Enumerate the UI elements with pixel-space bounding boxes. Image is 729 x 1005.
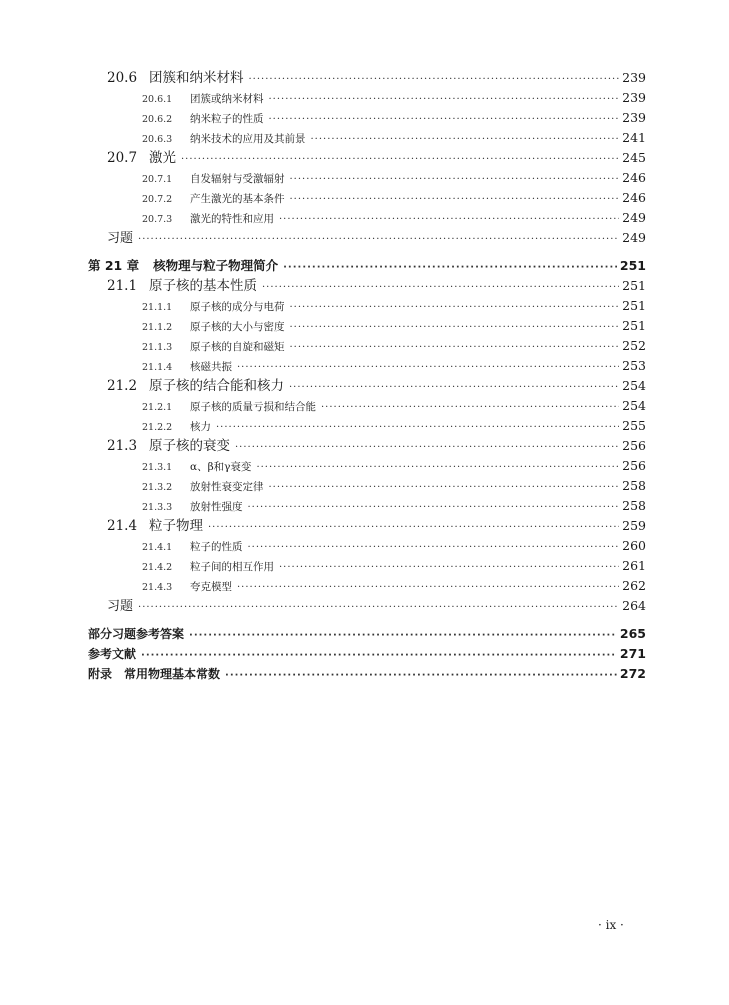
toc-entry-title: 原子核的质量亏损和结合能 (190, 401, 316, 413)
toc-entry-page: 249 (622, 210, 646, 225)
toc-entry (88, 300, 646, 320)
toc-entry-number: 21.2.2 (142, 422, 173, 433)
toc-entry-title: 部分习题参考答案 (88, 627, 185, 641)
toc-entry-number: 21.2 (107, 378, 138, 394)
dot-leader (138, 235, 619, 245)
toc-entry-page: 258 (622, 498, 646, 513)
dot-leader (249, 75, 620, 85)
toc-entry-title: 原子核的成分与电荷 (190, 301, 285, 313)
toc-entry (88, 668, 646, 688)
dot-leader (290, 323, 620, 333)
toc-entry-title: 习题 (107, 599, 134, 614)
toc-entry-title: 夸克模型 (190, 581, 232, 593)
toc-entry-number: 20.6 (107, 70, 138, 86)
toc-entry-number: 20.6.1 (142, 94, 173, 105)
toc-entry (88, 648, 646, 668)
toc-entry (88, 280, 646, 300)
toc-entry-title: 粒子的性质 (190, 541, 243, 553)
toc-entry-page: 245 (622, 150, 646, 165)
toc-entry (88, 360, 646, 380)
toc-entry-page: 241 (622, 130, 646, 145)
dot-leader (248, 543, 620, 553)
toc-entry-title: 激光的特性和应用 (190, 213, 274, 225)
toc-entry (88, 72, 646, 92)
toc-entry (88, 152, 646, 172)
page-number: · ix · (598, 918, 624, 932)
toc-entry-title: 放射性衰变定律 (190, 481, 264, 493)
toc-entry-page: 253 (622, 358, 646, 373)
toc-entry (88, 400, 646, 420)
toc-entry-title: 原子核的大小与密度 (190, 321, 285, 333)
toc-entry-number: 21.1.3 (142, 342, 173, 353)
toc-entry (88, 580, 646, 600)
toc-entry (88, 320, 646, 340)
toc-entry-title: 纳米技术的应用及其前景 (190, 133, 306, 145)
toc-entry-page: 262 (622, 578, 646, 593)
dot-leader (189, 631, 617, 641)
toc-entry-title: 粒子物理 (149, 518, 203, 534)
toc-entry (88, 192, 646, 212)
toc-entry-page: 246 (622, 190, 646, 205)
toc-entry-page: 254 (622, 378, 646, 393)
toc-entry-number: 20.6.2 (142, 114, 173, 125)
toc-entry-title: 原子核的自旋和磁矩 (190, 341, 285, 353)
dot-leader (269, 95, 620, 105)
dot-leader (290, 175, 620, 185)
toc-entry-number: 21.4.2 (142, 562, 173, 573)
toc-entry-title: 参考文献 (88, 647, 137, 661)
toc-entry-number: 20.6.3 (142, 134, 173, 145)
toc-entry (88, 520, 646, 540)
dot-leader (225, 671, 617, 681)
toc-entry-page: 261 (622, 558, 646, 573)
toc-entry-number: 20.7.1 (142, 174, 173, 185)
toc-entry-title: 放射性强度 (190, 501, 243, 513)
toc-entry-page: 252 (622, 338, 646, 353)
toc-entry-page: 251 (619, 258, 646, 273)
toc-entry (88, 172, 646, 192)
toc-entry (88, 600, 646, 620)
dot-leader (289, 383, 619, 393)
toc-entry-page: 251 (622, 298, 646, 313)
toc-entry-page: 239 (622, 70, 646, 85)
toc-entry-title: 团簇或纳米材料 (190, 93, 264, 105)
toc-entry-page: 246 (622, 170, 646, 185)
toc-entry-title: 核物理与粒子物理简介 (153, 258, 279, 273)
toc-entry-page: 259 (622, 518, 646, 533)
toc-entry-title: 团簇和纳米材料 (149, 70, 244, 86)
dot-leader (269, 115, 620, 125)
toc-entry-title: 原子核的衰变 (149, 438, 230, 454)
toc-entry-number: 第 21 章 (88, 258, 140, 273)
dot-leader (208, 523, 619, 533)
toc-entry-number: 21.1.1 (142, 302, 173, 313)
dot-leader (138, 603, 619, 613)
toc-entry-title: 激光 (149, 150, 176, 166)
table-of-contents (88, 72, 646, 688)
toc-entry-number: 21.1 (107, 278, 138, 294)
toc-entry (88, 132, 646, 152)
dot-leader (181, 155, 619, 165)
dot-leader (141, 651, 617, 661)
toc-entry (88, 420, 646, 440)
toc-entry (88, 540, 646, 560)
toc-entry (88, 232, 646, 252)
toc-entry-number: 21.4.3 (142, 582, 173, 593)
toc-entry-page: 251 (622, 278, 646, 293)
toc-entry-page: 272 (619, 666, 646, 681)
toc-entry-number: 20.7.2 (142, 194, 173, 205)
dot-leader (290, 303, 620, 313)
toc-entry-number: 21.2.1 (142, 402, 173, 413)
toc-entry-page: 256 (622, 458, 646, 473)
toc-entry-page: 260 (622, 538, 646, 553)
toc-entry-page: 255 (622, 418, 646, 433)
dot-leader (311, 135, 620, 145)
toc-entry-page: 271 (619, 646, 646, 661)
dot-leader (279, 563, 619, 573)
dot-leader (237, 363, 619, 373)
toc-entry-title: 纳米粒子的性质 (190, 113, 264, 125)
toc-entry-title: 粒子间的相互作用 (190, 561, 274, 573)
toc-entry-page: 256 (622, 438, 646, 453)
toc-entry-page: 239 (622, 110, 646, 125)
toc-entry-number: 21.1.4 (142, 362, 173, 373)
toc-entry-page: 239 (622, 90, 646, 105)
toc-entry-page: 249 (622, 230, 646, 245)
toc-entry (88, 628, 646, 648)
dot-leader (216, 423, 619, 433)
toc-entry-number: 20.7.3 (142, 214, 173, 225)
toc-entry-title: 核力 (190, 421, 211, 433)
toc-entry (88, 340, 646, 360)
toc-entry (88, 500, 646, 520)
toc-entry-number: 21.3.2 (142, 482, 173, 493)
toc-entry (88, 260, 646, 280)
dot-leader (235, 443, 619, 453)
dot-leader (262, 283, 619, 293)
dot-leader (237, 583, 619, 593)
toc-entry-page: 264 (622, 598, 646, 613)
toc-entry-page: 251 (622, 318, 646, 333)
dot-leader (269, 483, 620, 493)
toc-entry-title: α、β和γ衰变 (190, 461, 252, 473)
dot-leader (248, 503, 620, 513)
toc-entry-page: 265 (619, 626, 646, 641)
dot-leader (279, 215, 619, 225)
toc-entry-number: 21.4.1 (142, 542, 173, 553)
toc-entry-number: 附录 (88, 667, 113, 681)
toc-entry-title: 常用物理基本常数 (124, 667, 221, 681)
dot-leader (256, 463, 619, 473)
toc-entry (88, 460, 646, 480)
toc-entry-number: 21.3.1 (142, 462, 173, 473)
toc-entry-title: 原子核的结合能和核力 (149, 378, 284, 394)
toc-entry-number: 21.1.2 (142, 322, 173, 333)
dot-leader (321, 403, 619, 413)
dot-leader (283, 263, 617, 273)
toc-entry-title: 原子核的基本性质 (149, 278, 257, 294)
toc-entry-page: 258 (622, 478, 646, 493)
toc-entry-number: 21.3 (107, 438, 138, 454)
dot-leader (290, 195, 620, 205)
toc-entry-title: 产生激光的基本条件 (190, 193, 285, 205)
toc-entry (88, 440, 646, 460)
toc-entry (88, 560, 646, 580)
toc-entry (88, 112, 646, 132)
toc-entry-page: 254 (622, 398, 646, 413)
dot-leader (290, 343, 620, 353)
toc-entry-number: 21.3.3 (142, 502, 173, 513)
toc-entry-title: 自发辐射与受激辐射 (190, 173, 285, 185)
toc-entry-title: 核磁共振 (190, 361, 232, 373)
toc-entry (88, 480, 646, 500)
toc-entry-number: 20.7 (107, 150, 138, 166)
toc-entry (88, 380, 646, 400)
toc-entry-title: 习题 (107, 231, 134, 246)
toc-entry (88, 212, 646, 232)
toc-entry-number: 21.4 (107, 518, 138, 534)
toc-entry (88, 92, 646, 112)
